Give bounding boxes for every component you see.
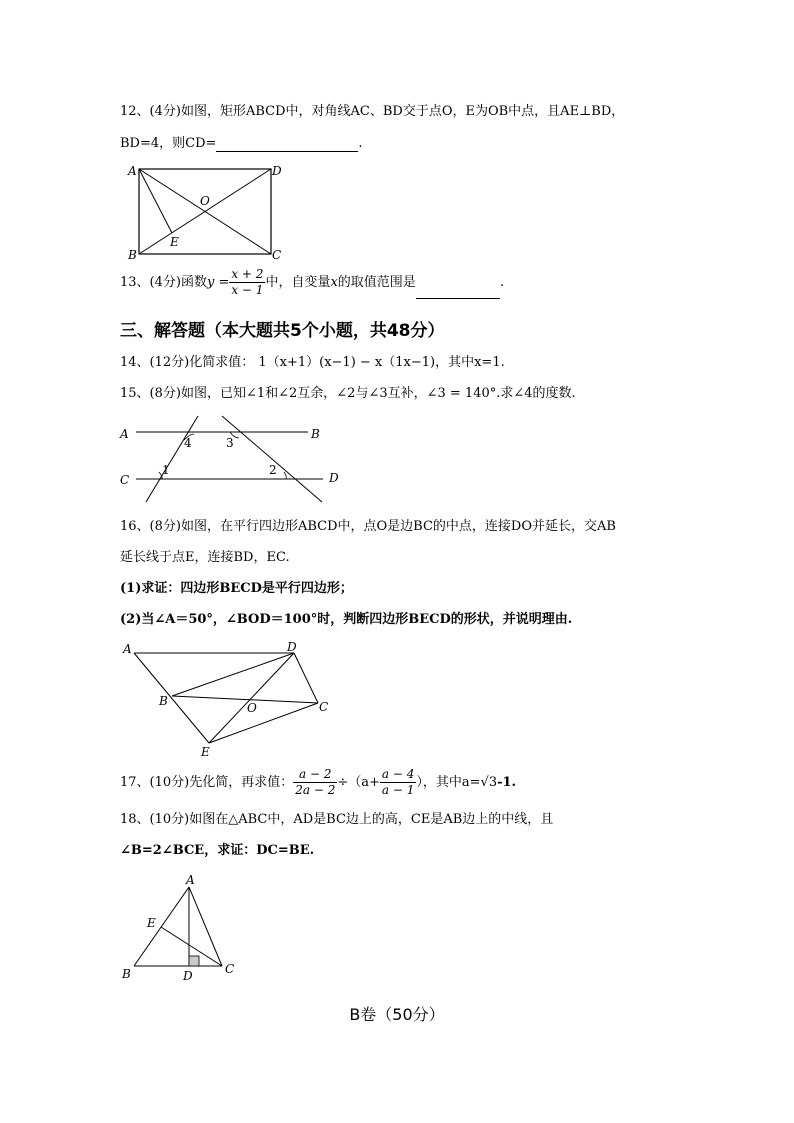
q17-numerator-2: a − 4 xyxy=(381,767,415,781)
q13-numerator: x + 2 xyxy=(231,267,264,281)
q16-label-a: A xyxy=(123,642,132,656)
q13-fraction xyxy=(229,267,265,298)
q12-answer-blank[interactable] xyxy=(216,138,358,152)
q18-label-b: B xyxy=(122,967,131,981)
q15-angle-4: 4 xyxy=(184,436,192,450)
section-b-heading: B卷（50分） xyxy=(349,1005,445,1024)
q12-label-o: O xyxy=(200,194,210,208)
q18-label-a: A xyxy=(186,873,195,887)
q16-line4: (2)当∠A＝50°，∠BOD＝100°时，判断四边形BECD的形状，并说明理由. xyxy=(120,612,573,627)
q15-text: 15、(8分)如图，已知∠1和∠2互余，∠2与∠3互补，∠3 = 140°.求∠4的度数. xyxy=(120,386,576,401)
q16-label-c: C xyxy=(319,700,329,714)
q15-label-a: A xyxy=(120,427,129,441)
q15-angle-3: 3 xyxy=(226,436,234,450)
q13-denominator: x − 1 xyxy=(231,283,264,297)
q17-fraction-2 xyxy=(380,767,416,798)
q17-mid: ÷（a+ xyxy=(337,775,380,790)
q13-pre: 13、(4分)函数 xyxy=(120,275,207,290)
q15-angle-1: 1 xyxy=(162,463,170,477)
q17-sqrt: √3 xyxy=(480,775,498,790)
q12-line1: 12、(4分)如图，矩形ABCD中，对角线AC、BD交于点O，E为OB中点，且AE⊥BD， xyxy=(120,104,625,119)
q17-line xyxy=(120,764,516,802)
q16-parallelogram-diagram xyxy=(118,640,338,760)
q13-answer-blank[interactable] xyxy=(416,285,500,299)
q16-line2: 延长线于点E，连接BD，EC. xyxy=(120,550,290,565)
q13-mid: 中，自变量 xyxy=(265,275,331,290)
q14-text: 14、(12分)化简求值： 1（x+1）(x−1) − x（1x−1)，其中x=1. xyxy=(120,355,505,370)
q16-label-e: E xyxy=(201,745,210,759)
q16-line1: 16、(8分)如图，在平行四边形ABCD中，点O是边BC的中点，连接DO并延长，交AB xyxy=(120,519,616,534)
q17-denominator-1: 2a − 2 xyxy=(295,783,336,797)
q18-triangle-diagram xyxy=(118,872,248,987)
q15-angle-2: 2 xyxy=(269,463,277,477)
q13-line xyxy=(120,267,504,299)
q16-label-d: D xyxy=(287,640,297,654)
q12-line2-text: BD=4，则CD= xyxy=(120,136,217,151)
q17-denominator-2: a − 1 xyxy=(381,783,415,797)
q13-post: 的取值范围是 xyxy=(337,275,416,290)
section3-heading: 三、解答题（本大题共5个小题，共48分） xyxy=(120,321,445,341)
q17-end: -1. xyxy=(497,775,517,790)
q18-line1: 18、(10分)如图在△ABC中，AD是BC边上的高，CE是AB边上的中线，且 xyxy=(120,812,554,827)
q18-label-c: C xyxy=(225,962,235,976)
q18-label-e: E xyxy=(147,916,156,930)
q12-label-b: B xyxy=(128,248,137,262)
q12-rectangle-diagram xyxy=(120,158,300,268)
q15-parallel-lines-diagram xyxy=(118,412,348,507)
q17-post: ），其中a= xyxy=(416,775,481,790)
q17-pre: 17、(10分)先化简，再求值： xyxy=(120,775,294,790)
q16-label-b: B xyxy=(159,694,168,708)
q17-fraction-1 xyxy=(293,767,337,798)
q12-line2 xyxy=(120,136,363,152)
q16-line3: (1)求证：四边形BECD是平行四边形； xyxy=(120,581,353,596)
q12-label-a: A xyxy=(128,164,137,178)
q18-label-d: D xyxy=(183,969,193,983)
q12-label-d: D xyxy=(272,164,282,178)
q13-y: y = xyxy=(206,275,230,290)
q13-end: . xyxy=(499,275,504,290)
q13-x: x xyxy=(330,275,338,290)
q15-label-d: D xyxy=(329,471,339,485)
q12-label-c: C xyxy=(272,248,282,262)
q17-numerator-1: a − 2 xyxy=(293,767,337,783)
q16-label-o: O xyxy=(247,701,257,715)
q15-label-c: C xyxy=(120,473,130,487)
q18-line2: ∠B=2∠BCE，求证：DC=BE. xyxy=(120,843,315,858)
q15-label-b: B xyxy=(311,427,320,441)
q12-label-e: E xyxy=(170,235,179,249)
q12-line2-end: . xyxy=(358,136,363,151)
